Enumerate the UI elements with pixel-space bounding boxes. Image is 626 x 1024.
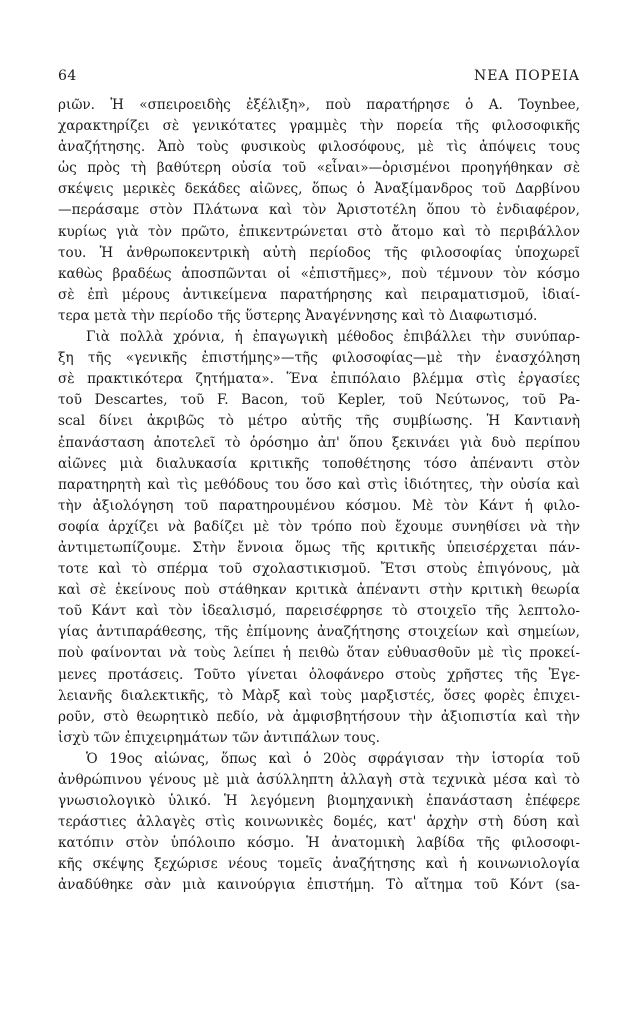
text-line: ριῶν. Ἡ «σπειροειδὴς ἐξέλιξη», ποὺ παρατήρησε ὁ Α. Toynbee, [58, 97, 580, 113]
running-head [58, 68, 580, 88]
text-line: τοῦ Κάντ καὶ τὸν ἰδεαλισμό, παρεισέφρησε τὸ στοιχεῖο τῆς λεπτολο- [58, 603, 580, 620]
text-line: τερα μετὰ τὴν περίοδο τῆς ὕστερης Ἀναγέννησης καὶ τὸ Διαφωτισμό. [58, 307, 538, 324]
text-line: σὲ πρακτικότερα ζητήματα». Ἕνα ἐπιπόλαιο βλέμμα στὶς ἐργασίες [58, 371, 580, 388]
text-line: Ὁ 19ος αἰώνας, ὅπως καὶ ὁ 20ὸς σφράγισαν τὴν ἱστορία τοῦ [86, 750, 580, 767]
text-line: χαρακτηρίζει σὲ γενικότατες γραμμὲς τὴν πορεία τῆς φιλοσοφικῆς [58, 118, 580, 135]
text-line: γίας ἀντιπαράθεσης, τῆς ἐπίμονης ἀναζήτησης στοιχείων καὶ σημείων, [58, 624, 580, 641]
text-line: γνωσιολογικὸ ὑλικό. Ἡ λεγόμενη βιομηχανικὴ ἐπανάσταση ἐπέφερε [58, 793, 580, 810]
text-line: κῆς σκέψης ξεχώρισε νέους τομεῖς ἀναζήτησης καὶ ἡ κοινωνιολογία [58, 856, 580, 873]
text-line: ἀναζήτησης. Ἀπὸ τοὺς φυσικοὺς φιλοσόφους, μὲ τὶς ἀπόψεις τους [58, 139, 580, 156]
text-line: Γιὰ πολλὰ χρόνια, ἡ ἐπαγωγικὴ μέθοδος ἐπιβάλλει τὴν συνύπαρ- [86, 329, 580, 346]
text-line: ξη τῆς «γενικῆς ἐπιστήμης»—τῆς φιλοσοφίας—μὲ τὴν ἐνασχόληση [58, 350, 580, 367]
text-line: ροῦν, στὸ θεωρητικὸ πεδίο, νὰ ἀμφισβητήσουν τὴν ἀξιοπιστία καὶ τὴν [58, 708, 580, 725]
text-line: του. Ἡ ἀνθρωποκεντρικὴ αὐτὴ περίοδος τῆς φιλοσοφίας ὑποχωρεῖ [58, 244, 580, 261]
body-text [58, 95, 580, 897]
text-line: —περάσαμε στὸν Πλάτωνα καὶ τὸν Ἀριστοτέλη ὅπου τὸ ἐνδιαφέρον, [58, 202, 580, 219]
text-line: τοτε καὶ τὸ σπέρμα τοῦ σχολαστικισμοῦ. Ἔτσι στοὺς ἐπιγόνους, μὰ [58, 561, 580, 578]
text-line: σκέψεις μερικὲς δεκάδες αἰῶνες, ὅπως ὁ Ἀναξίμανδρος τοῦ Δαρβίνου [58, 181, 580, 198]
text-line: αἰῶνες μιὰ διαλυκασία κριτικῆς τοποθέτησης τόσο ἀπέναντι στὸν [58, 455, 580, 472]
text-line: ἀναδύθηκε σὰν μιὰ καινούργια ἐπιστήμη. Τὸ αἴτημα τοῦ Κόντ (sa- [58, 877, 580, 894]
paragraph-1 [58, 95, 580, 327]
text-line: τὴν ἀξιολόγηση τοῦ παρατηρουμένου κόσμου. Μὲ τὸν Κάντ ἡ φιλο- [58, 497, 580, 514]
journal-title: ΝΕΑ ΠΟΡΕΙΑ [474, 68, 580, 84]
text-line: ἐπανάσταση ἀποτελεῖ τὸ ὁρόσημο ἀπ' ὅπου ξεκινάει γιὰ δυὸ περίπου [58, 434, 580, 451]
text-line: καθὼς βραδέως ἀποσπῶνται οἱ «ἐπιστῆμες», ποὺ τέμνουν τὸν κόσμο [58, 265, 580, 282]
text-line: ἀντιμετωπίζουμε. Στὴν ἔννοια ὅμως τῆς κριτικῆς ὑπεισέρχεται πάν- [58, 539, 580, 556]
text-line: ὡς πρὸς τὴ βαθύτερη οὐσία τοῦ «εἶναι»—ὁρισμένοι προηγήθηκαν σὲ [58, 160, 580, 177]
text-line: μενες προτάσεις. Τοῦτο γίνεται ὁλοφάνερο στοὺς χρῆστες τῆς Ἐγε- [58, 666, 580, 683]
paragraph-2 [58, 327, 580, 749]
text-line: λειανῆς διαλεκτικῆς, τὸ Μὰρξ καὶ τοὺς μαρξιστές, ὅσες φορὲς ἐπιχει- [58, 687, 580, 704]
text-line: κατόπιν στὸν ὑπόλοιπο κόσμο. Ἡ ἀνατομικὴ λαβίδα τῆς φιλοσοφι- [58, 835, 580, 852]
text-line: καὶ σὲ ἐκείνους ποὺ στάθηκαν κριτικὰ ἀπέναντι στὴν κριτικὴ θεωρία [58, 582, 580, 599]
text-line: ἀνθρώπινου γένους μὲ μιὰ ἀσύλληπτη ἀλλαγὴ στὰ τεχνικὰ μέσα καὶ τὸ [58, 772, 580, 788]
text-line: παρατηρητὴ καὶ τὶς μεθόδους του ὅσο καὶ στὶς ἰδιότητες, τὴν οὐσία καὶ [58, 476, 580, 493]
text-line: σὲ ἐπὶ μέρους ἀντικείμενα παρατήρησης καὶ πειραματισμοῦ, ἰδιαί- [58, 286, 580, 303]
paragraph-3 [58, 749, 580, 897]
text-line: τοῦ Descartes, τοῦ F. Bacon, τοῦ Kepler, τοῦ Νεύτωνος, τοῦ Pa- [58, 392, 580, 409]
text-line: ποὺ φαίνονται νὰ τοὺς λείπει ἡ πειθὼ ὅταν εὐθυασθοῦν μὲ τὶς προκεί- [58, 645, 580, 662]
text-line: ἰσχὺ τῶν ἐπιχειρημάτων τῶν ἀντιπάλων τους. [58, 729, 380, 746]
text-line: τεράστιες ἀλλαγὲς στὶς κοινωνικὲς δομές, κατ' ἀρχὴν στὴ δύση καὶ [58, 814, 580, 831]
text-line: scal δίνει ἀκριβῶς τὸ μέτρο αὐτῆς τῆς συμβίωσης. Ἡ Καντιανὴ [58, 413, 580, 430]
page-number: 64 [58, 68, 77, 84]
text-line: κυρίως γιὰ τὸν πρῶτο, ἐπικεντρώνεται στὸ ἄτομο καὶ τὸ περιβάλλον [58, 223, 580, 240]
text-line: σοφία ἀρχίζει νὰ βαδίζει μὲ τὸν τρόπο ποὺ ἔχουμε συνηθίσει νὰ τὴν [58, 518, 580, 535]
